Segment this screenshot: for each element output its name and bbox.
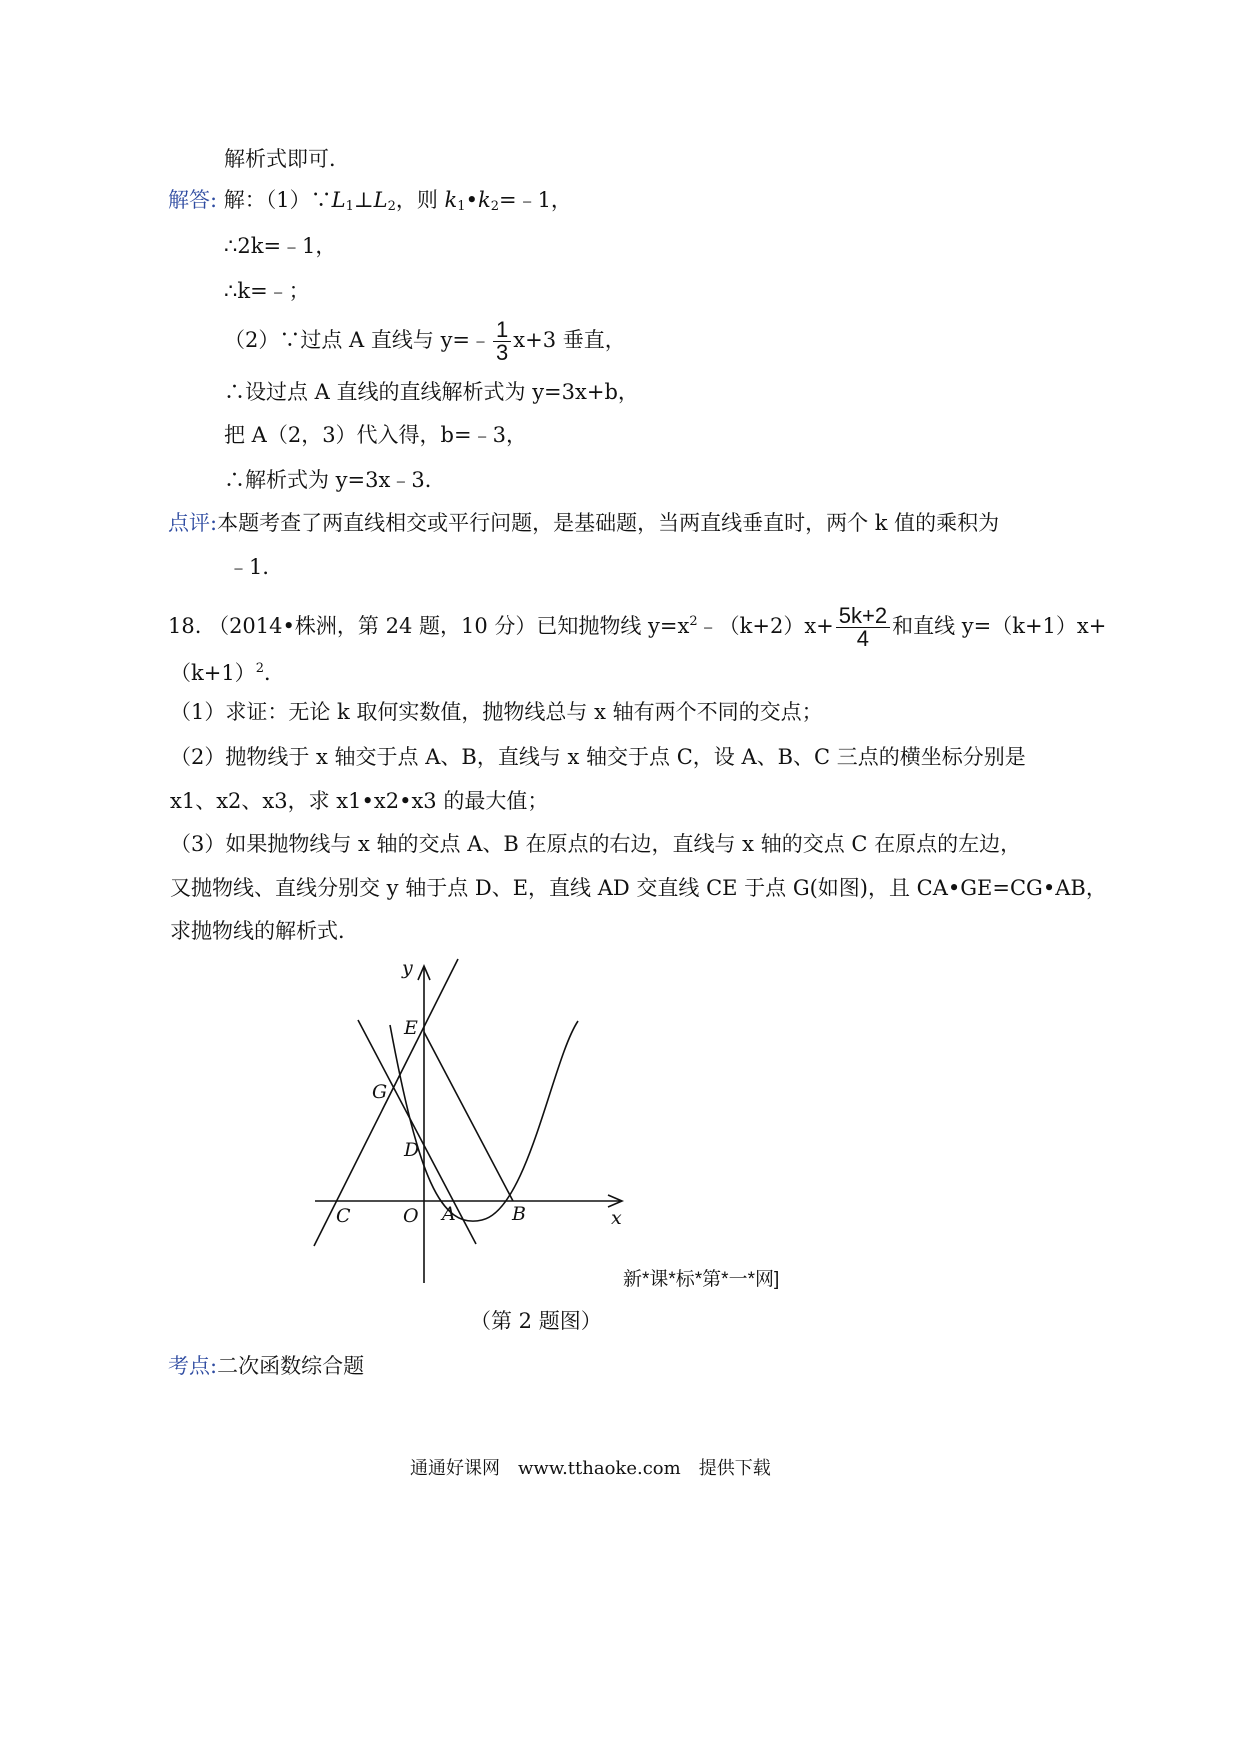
part-2-text-2: x1、x2、x3，求 x1•x2•x3 的最大值； <box>170 789 549 813</box>
answer-text-4b: y=﹣ <box>440 328 492 352</box>
figure-caption <box>470 1307 602 1335</box>
answer-text-1a: 解：（1）∵ <box>223 188 332 212</box>
line-eb <box>424 1032 513 1201</box>
answer-text-4c: x+3 垂直， <box>513 328 626 352</box>
footer-text: 通通好课网 www.tthaoke.com 提供下载 <box>410 1458 771 1479</box>
comment-tag: 点评: <box>168 511 218 535</box>
watermark-label: 新*课*标*第*一*网] <box>623 1269 780 1290</box>
question-text-2: （k+1） <box>170 661 256 685</box>
label-g: G <box>372 1081 388 1103</box>
part-3-text-3: 求抛物线的解析式． <box>170 919 359 943</box>
kaodian-tag: 考点: <box>168 1354 218 1378</box>
parabola-curve <box>390 1021 578 1221</box>
label-y: y <box>402 957 413 979</box>
answer-text-5: ∴设过点 A 直线的直线解析式为 y=3x+b， <box>224 380 639 404</box>
watermark-text <box>623 1266 779 1294</box>
question-18-line-1: 18. （2014•株洲，第 24 题，10 分）已知抛物线 $y=x^2﹣(k+2)x+$ $\frac{5k+2}{4}$ 和直线 y=（k+1）x+ <box>168 603 1107 651</box>
fraction-denominator: 4 <box>856 626 870 651</box>
part-3-text-2: 又抛物线、直线分别交 y 轴于点 D、E，直线 AD 交直线 CE 于点 G(如图)，且 CA•GE=CG•AB， <box>170 876 1107 900</box>
question-18-line-2: $(k+1)^2$． <box>170 661 285 685</box>
label-b: B <box>512 1203 526 1225</box>
comment-text-2: ﹣1． <box>228 555 284 579</box>
answer-text-1c: =﹣1， <box>498 188 572 212</box>
label-c: C <box>336 1205 351 1227</box>
label-e: E <box>404 1017 418 1039</box>
answer-line-1: 解答: 解：$(1)\because L_1\perp L_2$，则 $k_1•k_2=﹣1$， <box>168 188 572 214</box>
question-text-a: 18. （2014•株洲，第 24 题，10 分）已知抛物线 y=x <box>168 614 690 638</box>
kaodian-text: 二次函数综合题 <box>217 1354 365 1378</box>
answer-text-1b: ，则 <box>395 188 445 212</box>
fraction-denominator: 3 <box>496 340 509 365</box>
figure-caption-text: （第 2 题图） <box>470 1309 602 1333</box>
fraction-numerator: 1 <box>493 319 511 342</box>
l1-symbol: L <box>331 188 346 212</box>
intro-text: 解析式即可． <box>224 147 350 171</box>
question-text-c: 和直线 y=（k+1）x+ <box>892 614 1107 638</box>
label-o: O <box>403 1205 419 1227</box>
answer-text-3: ∴k=﹣； <box>224 279 310 303</box>
label-a: A <box>442 1203 456 1225</box>
answer-text-7: ∴解析式为 y=3x﹣3． <box>224 468 446 492</box>
answer-text-4a: （2）∵过点 A 直线与 <box>224 328 441 352</box>
fraction-numerator: 5k+2 <box>836 605 890 628</box>
label-x: x <box>611 1207 622 1229</box>
answer-tag: 解答: <box>168 188 218 212</box>
footer-download-note <box>410 1455 771 1483</box>
answer-text-2: ∴2k=﹣1， <box>224 234 337 258</box>
answer-text-6: 把 A（2，3）代入得，b=﹣3， <box>224 423 527 447</box>
question-text-b: ﹣（k+2）x+ <box>697 614 834 638</box>
question-text-2b: ． <box>263 661 285 685</box>
kaodian-line <box>168 1352 364 1380</box>
label-d: D <box>404 1139 420 1161</box>
part-3-text-1: （3）如果抛物线与 x 轴的交点 A、B 在原点的右边，直线与 x 轴的交点 C 在原点的左边， <box>170 832 1022 856</box>
part-1-text: （1）求证：无论 k 取何实数值，抛物线总与 x 轴有两个不同的交点； <box>170 700 823 724</box>
comment-text-1: 本题考查了两直线相交或平行问题，是基础题，当两直线垂直时，两个 k 值的乘积为 <box>217 511 1000 535</box>
part-2-text-1: （2）抛物线于 x 轴交于点 A、B，直线与 x 轴交于点 C，设 A、B、C 三点的横坐标分别是 <box>170 745 1026 769</box>
